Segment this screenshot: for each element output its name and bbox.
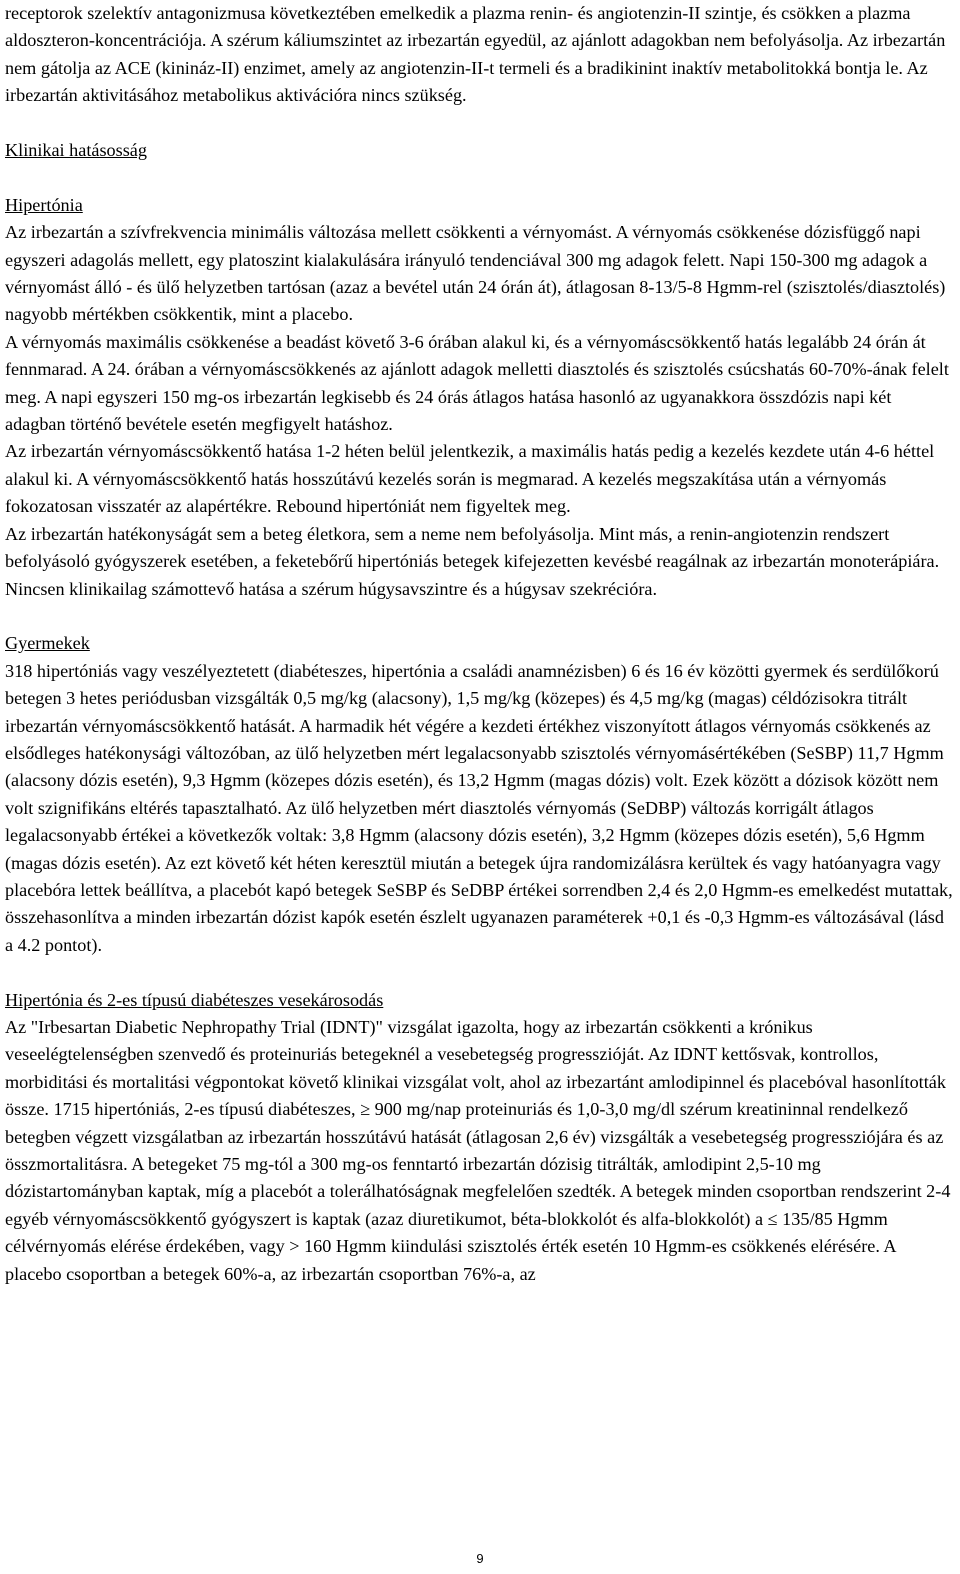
subsection-heading-gyermekek: Gyermekek [5, 633, 90, 654]
spacer [5, 959, 955, 986]
section-heading-klinikai: Klinikai hatásosság [5, 140, 147, 161]
page-number: 9 [476, 1551, 484, 1566]
spacer [5, 164, 955, 191]
diabetes-paragraph: Az "Irbesartan Diabetic Nephropathy Trial (IDNT)" vizsgálat igazolta, hogy az irbezartán csökkenti a krónikus veseelégtelenségben szenvedő és proteinuriás betegeknél a vesebetegség progresszióját. Az IDNT kettősvak, kontrollos, morbiditási és mortalitási végpontokat követő klinikai vizsgálat volt, ahol az irbezartánt amlodipinnel és placebóval hasonlították össze. 1715 hipertóniás, 2-es típusú diabéteszes, ≥ 900 mg/nap proteinuriás és 1,0-3,0 mg/dl szérum kreatininnal rendelkező betegben végzett vizsgálatban az irbezartán hosszútávú hatását (átlagosan 2,6 év) vizsgálták a vesebetegség progressziójára és az összmortalitásra. A betegeket 75 mg-tól a 300 mg-os fenntartó irbezartán dózisig titrálták, amlodipint 2,5-10 mg dózistartományban kaptak, míg a placebót a tolerálhatóságnak megfelelően szedték. A betegek minden csoportban rendszerint 2-4 egyéb vérnyomáscsökkentő gyógyszert is kaptak (azaz diuretikumot, béta-blokkolót és alfa-blokkolót) a ≤ 135/85 Hgmm célvérnyomás elérése érdekében, vagy > 160 Hgmm kiindulási szisztolés érték esetén 10 Hgmm-es csökkenés elérésére. A placebo csoportban a betegek 60%-a, az irbezartán csoportban 76%-a, az [5, 1016, 951, 1284]
gyermekek-paragraph: 318 hipertóniás vagy veszélyeztetett (diabéteszes, hipertónia a családi anamnézisben) 6 és 16 év közötti gyermek és serdülőkorú betegen 3 hetes periódusban vizsgálták 0,5 mg/kg (alacsony), 1,5 mg/kg (közepes) és 4,5 mg/kg (magas) céldózisokra titrált irbezartán vérnyomáscsökkentő hatását. A harmadik hét végére a kezdeti értékhez viszonyított átlagos vérnyomás csökkenés az elsődleges hatékonysági változóban, az ülő helyzetben mért legalacsonyabb szisztolés vérnyomásértékében (SeSBP) 11,7 Hgmm (alacsony dózis esetén), 9,3 Hgmm (közepes dózis esetén), és 13,2 Hgmm (magas dózis) volt. Ezek között a dózisok között nem volt szignifikáns eltérés tapasztalható. Az ülő helyzetben mért diasztolés vérnyomás (SeDBP) változás korrigált átlagos legalacsonyabb értékei a következők voltak: 3,8 Hgmm (alacsony dózis esetén), 3,2 Hgmm (közepes dózis esetén), 5,6 Hgmm (magas dózis esetén). Az ezt követő két héten keresztül miután a betegek újra randomizálásra kerültek és vagy hatóanyagra vagy placebóra lettek beállítva, a placebót kapó betegek SeSBP és SeDBP értékei sorrendben 2,4 és 2,0 Hgmm-es emelkedést mutattak, összehasonlítva a minden irbezartán dózist kapók esetén észlelt ugyanazen paraméterek +0,1 és -0,3 Hgmm-es változásával (lásd a 4.2 pontot). [5, 660, 953, 955]
hipertonia-paragraph-3: Az irbezartán vérnyomáscsökkentő hatása 1-2 héten belül jelentkezik, a maximális hatás pedig a kezelés kezdete után 4-6 héttel alakul ki. A vérnyomáscsökkentő hatás hosszútávú kezelés során is megmarad. A kezelés megszakítása után a vérnyomás fokozatosan visszatér az alapértékre. Rebound hipertóniát nem figyeltek meg. [5, 441, 935, 517]
subsection-heading-hipertonia: Hipertónia [5, 194, 83, 215]
document-page [5, 0, 955, 1288]
hipertonia-paragraph-1: Az irbezartán a szívfrekvencia minimális változása mellett csökkenti a vérnyomást. A vérnyomás csökkenése dózisfüggő napi egyszeri adagolás mellett, egy platoszint kialakulására irányuló tendenciával 300 mg adagok felett. Napi 150-300 mg adagok a vérnyomást álló - és ülő helyzetben tartósan (azaz a bevétel után 24 órán át), átlagosan 8-13/5-8 Hgmm-rel (szisztolés/diasztolés) nagyobb mértékben csökkentik, mint a placebo. [5, 222, 946, 325]
spacer [5, 603, 955, 630]
hipertonia-paragraph-2: A vérnyomás maximális csökkenése a beadást követő 3-6 órában alakul ki, és a vérnyomáscsökkentő hatás legalább 24 órán át fennmarad. A 24. órában a vérnyomáscsökkenés az ajánlott adagok melletti diasztolés és szisztolés csúcshatás 60-70%-ának felelt meg. A napi egyszeri 150 mg-os irbezartán legkisebb és 24 órás átlagos hatása hasonló az ugyanakkora összdózis napi két adagban történő bevétele esetén megfigyelt hatáshoz. [5, 331, 949, 435]
subsection-heading-diabetes: Hipertónia és 2-es típusú diabéteszes vesekárosodás [5, 989, 384, 1010]
hipertonia-paragraph-4: Az irbezartán hatékonyságát sem a beteg életkora, sem a neme nem befolyásolja. Mint más, a renin-angiotenzin rendszert befolyásoló gyógyszerek esetében, a feketebőrű hipertóniás betegek kifejezetten kevésbé reagálnak az irbezartán monoterápiára. Nincsen klinikailag számottevő hatása a szérum húgysavszintre és a húgysav szekrécióra. [5, 523, 940, 599]
intro-paragraph: receptorok szelektív antagonizmusa következtében emelkedik a plazma renin- és angiotenzin-II szintje, és csökken a plazma aldoszteron-koncentrációja. A szérum káliumszintet az irbezartán egyedül, az ajánlott adagokban nem befolyásolja. Az irbezartán nem gátolja az ACE (kinináz-II) enzimet, amely az angiotenzin-II-t termeli és a bradikinint inaktív metabolitokká bontja le. Az irbezartán aktivitásához metabolikus aktivációra nincs szükség. [5, 3, 946, 106]
spacer [5, 110, 955, 137]
